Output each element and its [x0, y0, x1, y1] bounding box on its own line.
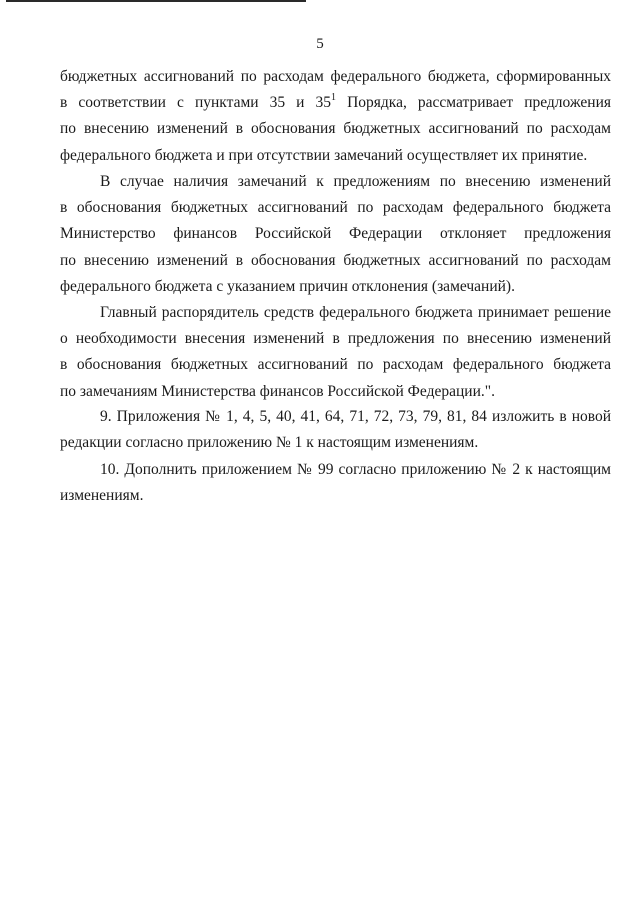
paragraph-item-10 — [60, 457, 611, 509]
top-rule — [6, 0, 306, 2]
paragraph-continuation — [60, 64, 611, 169]
text-line: по внесению изменений в обоснования бюджетных ассигнований по расходам — [60, 120, 611, 138]
text-line: федерального бюджета и при отсутствии замечаний осуществляет их принятие. — [60, 146, 588, 164]
text-line: 9. Приложения № 1, 4, 5, 40, 41, 64, 71, 72, 73, 79, 81, 84 изложить в новой — [100, 408, 611, 425]
text-line: в обоснования бюджетных ассигнований по расходам федерального бюджета — [60, 356, 611, 374]
text-line: в обоснования бюджетных ассигнований по расходам федерального бюджета — [60, 199, 611, 217]
text-segment: в соответствии с пунктами 35 и 35 — [60, 94, 332, 112]
paragraph-item-9 — [60, 404, 611, 456]
text-line: по внесению изменений в обоснования бюджетных ассигнований по расходам — [60, 251, 611, 269]
text-line: бюджетных ассигнований по расходам федерального бюджета, сформированных — [60, 68, 611, 85]
text-line: 10. Дополнить приложением № 99 согласно приложению № 2 к настоящим — [100, 461, 611, 478]
text-line: федерального бюджета с указанием причин отклонения (замечаний). — [60, 277, 515, 295]
text-segment: Порядка, рассматривает предложения — [336, 94, 611, 112]
text-line: о необходимости внесения изменений в предложения по внесению изменений — [60, 330, 611, 348]
paragraph-remarks — [60, 169, 611, 300]
paragraph-decision — [60, 300, 611, 405]
text-line: В случае наличия замечаний к предложениям по внесению изменений — [100, 173, 611, 190]
page-number: 5 — [316, 36, 324, 52]
text-line: Главный распорядитель средств федерального бюджета принимает решение — [100, 304, 611, 321]
text-line-with-footnote — [60, 90, 611, 116]
superscript-number: 1 — [331, 92, 337, 104]
text-line: редакции согласно приложению № 1 к настоящим изменениям. — [60, 434, 479, 452]
text-line: по замечаниям Министерства финансов Российской Федерации.". — [60, 382, 495, 400]
text-line: изменениям. — [60, 487, 144, 505]
text-line: Министерство финансов Российской Федерации отклоняет предложения — [60, 225, 611, 243]
